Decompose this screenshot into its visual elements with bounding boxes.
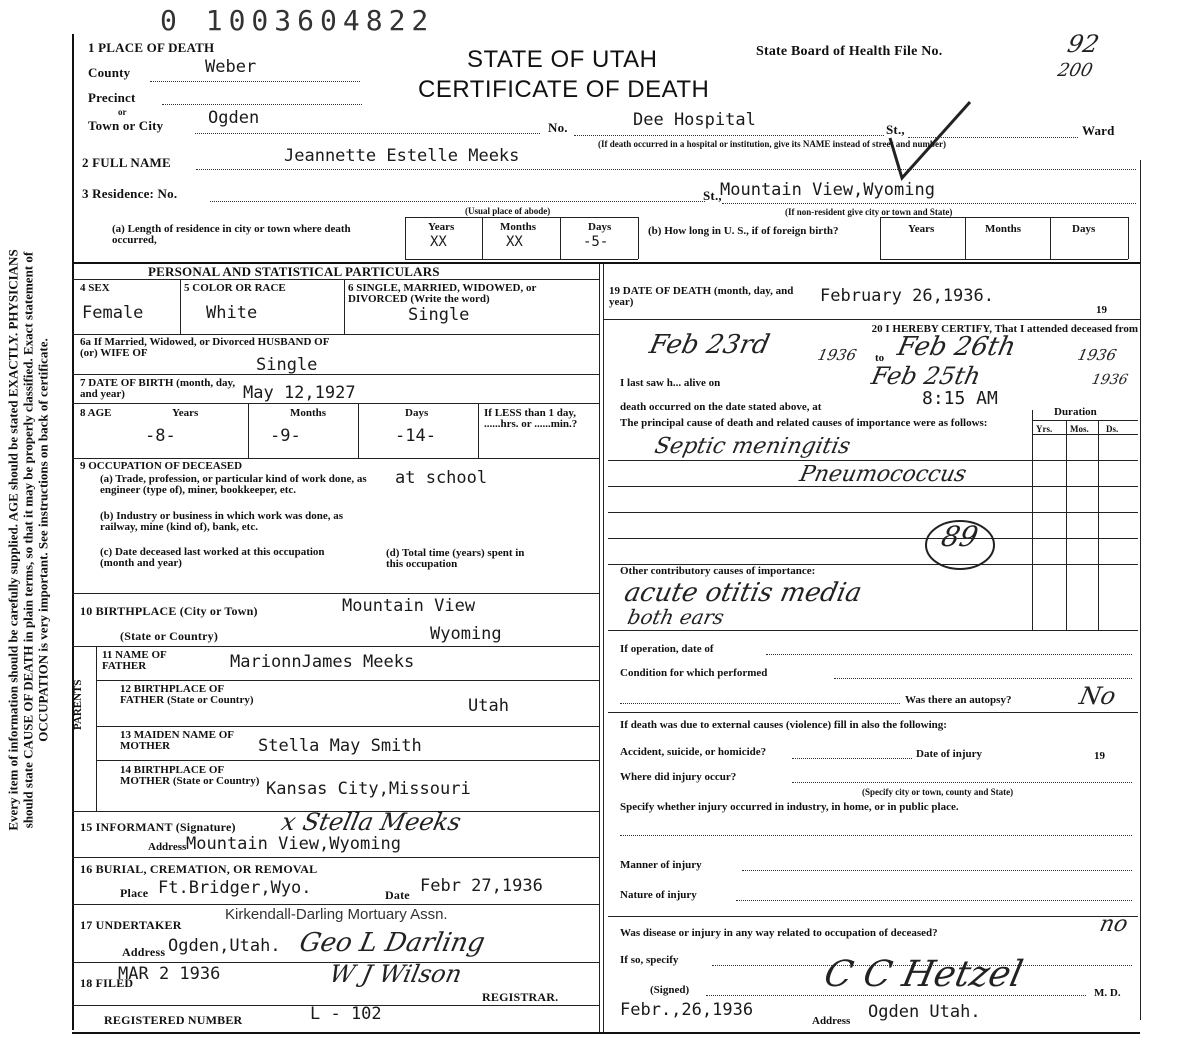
duration-yrs: Yrs.	[1036, 424, 1053, 434]
occupation-b-label: (b) Industry or business in which work was done, as railway, mine (kind of), bank, etc.	[100, 510, 344, 533]
personal-section-title: PERSONAL AND STATISTICAL PARTICULARS	[148, 264, 440, 279]
occupation-related-value: no	[1097, 912, 1131, 937]
other-causes-label: Other contributory causes of importance:	[620, 565, 816, 577]
age-years-header: Years	[172, 407, 199, 419]
instructions-sidebar	[0, 40, 56, 1040]
attended-to: Feb 26th	[894, 332, 1019, 362]
last-saw-year: 1936	[1090, 372, 1130, 388]
foreign-birth-label: (b) How long in U. S., if of foreign birth?	[648, 225, 839, 237]
dob-label: 7 DATE OF BIRTH (month, day, and year)	[80, 377, 236, 400]
date-of-death-value: February 26,1936.	[820, 286, 994, 306]
file-no-value: 92	[1065, 30, 1102, 58]
mother-birthplace-value: Kansas City,Missouri	[266, 779, 471, 799]
mother-value: Stella May Smith	[258, 736, 422, 756]
undertaker-label: 17 UNDERTAKER	[80, 918, 182, 932]
age-days-value: -14-	[395, 426, 436, 446]
father-value: MarionnJames Meeks	[230, 652, 415, 672]
duration-label: Duration	[1054, 406, 1097, 418]
marital-value: Single	[408, 305, 470, 325]
signed-address-label: Address	[812, 1015, 851, 1027]
undertaker-address-label: Address	[122, 945, 166, 959]
occupation-label: 9 OCCUPATION OF DECEASED	[80, 460, 243, 472]
autopsy-label: Was there an autopsy?	[905, 694, 1012, 706]
manner-label: Manner of injury	[620, 859, 702, 871]
column-divider	[599, 262, 600, 1032]
hospital-note: (If death occurred in a hospital or institution, give its NAME instead of street and number)	[598, 139, 947, 149]
death-time-label: death occurred on the date stated above, at	[620, 401, 822, 413]
precinct-label: Precinct	[88, 90, 136, 105]
file-no-extra: 200	[1055, 60, 1095, 81]
birthplace-state-label: (State or Country)	[120, 629, 219, 643]
spouse-label: 6a If Married, Widowed, or Divorced HUSBAND OF (or) WIFE OF	[80, 336, 330, 359]
residence-months: XX	[506, 234, 523, 250]
ward-label: Ward	[1082, 123, 1115, 138]
cause-code: 89	[938, 520, 982, 553]
color-label: 5 COLOR OR RACE	[184, 282, 286, 294]
burial-date-label: Date	[385, 888, 410, 902]
or-label: or	[118, 107, 127, 117]
column-divider-2	[603, 262, 604, 1032]
document-title: STATE OF UTAH	[467, 46, 658, 73]
foreign-days-header: Days	[1072, 223, 1096, 235]
instructions-line-3: OCCUPATION is very important. See instructions on back of certificate.	[35, 338, 51, 742]
residence-st-label: St.,	[703, 188, 722, 203]
undertaker-address: Ogden,Utah.	[168, 936, 281, 956]
undertaker-stamp: Kirkendall-Darling Mortuary Assn.	[225, 906, 448, 923]
months-header: Months	[500, 221, 537, 233]
years-header: Years	[428, 221, 455, 233]
date-of-death-label: 19 DATE OF DEATH (month, day, and year)	[609, 285, 794, 308]
place-of-death-label: 1 PLACE OF DEATH	[88, 40, 215, 55]
cause-label: The principal cause of death and related causes of importance were as follows:	[620, 417, 988, 429]
if-so-label: If so, specify	[620, 954, 679, 966]
residence-value: Mountain View,Wyoming	[720, 180, 935, 200]
town-value: Ogden	[208, 108, 260, 128]
attended-from-year: 1936	[816, 346, 859, 364]
informant-label: 15 INFORMANT (Signature)	[80, 820, 236, 834]
physician-signature: C C Hetzel	[820, 954, 1027, 995]
occupation-c-label: (c) Date deceased last worked at this occupation (month and year)	[100, 546, 325, 569]
injury-date-label: Date of injury	[916, 748, 982, 760]
marital-label: 6 SINGLE, MARRIED, WIDOWED, or DIVORCED (Write the word)	[348, 282, 537, 305]
sex-label: 4 SEX	[80, 282, 110, 294]
filed-date: MAR 2 1936	[118, 964, 221, 984]
hospital-value: Dee Hospital	[633, 110, 756, 130]
informant-address-label: Address	[148, 841, 187, 853]
age-label: 8 AGE	[80, 407, 112, 419]
parents-label: PARENTS	[72, 679, 84, 730]
signed-date: Febr.,26,1936	[620, 1000, 754, 1020]
other-cause-1: acute otitis media	[621, 578, 865, 608]
occupation-a-label: (a) Trade, profession, or particular kind of work done, as engineer (type of), miner, bookkeeper, etc.	[100, 473, 367, 496]
mother-birthplace-label: 14 BIRTHPLACE OF MOTHER (State or Country)	[120, 764, 260, 787]
full-name-label: 2 FULL NAME	[82, 155, 171, 170]
certificate-number: 0 1003604822	[160, 4, 435, 37]
age-months-header: Months	[290, 407, 327, 419]
informant-signature: x Stella Meeks	[279, 808, 464, 836]
operation-label: If operation, date of	[620, 643, 714, 655]
registrar-signature: W J Wilson	[327, 960, 465, 988]
duration-ds: Ds.	[1106, 424, 1119, 434]
burial-place-label: Place	[120, 886, 149, 900]
occupation-a-value: at school	[395, 468, 488, 488]
last-saw-value: Feb 25th	[869, 362, 984, 390]
burial-label: 16 BURIAL, CREMATION, OR REMOVAL	[80, 862, 318, 876]
external-causes-label: If death was due to external causes (violence) fill in also the following:	[620, 719, 947, 731]
signed-address: Ogden Utah.	[868, 1002, 981, 1022]
nature-label: Nature of injury	[620, 889, 697, 901]
autopsy-value: No	[1077, 682, 1119, 710]
accident-label: Accident, suicide, or homicide?	[620, 746, 767, 758]
length-residence-label: (a) Length of residence in city or town where death occurred,	[112, 223, 351, 246]
usual-abode-note: (Usual place of abode)	[465, 206, 551, 216]
attended-to-year: 1936	[1076, 346, 1119, 364]
death-time-value: 8:15 AM	[922, 388, 998, 409]
less-than-day-label: If LESS than 1 day, ......hrs. or ......min.?	[484, 407, 578, 430]
where-injury-label: Where did injury occur?	[620, 771, 737, 783]
sex-value: Female	[82, 303, 144, 323]
certify-label: 20 I HEREBY CERTIFY, That I attended deceased from	[871, 323, 1138, 335]
other-cause-2: both ears	[625, 605, 727, 629]
cause-1: Septic meningitis	[652, 434, 853, 459]
burial-place-value: Ft.Bridger,Wyo.	[158, 878, 312, 898]
age-years-value: -8-	[145, 426, 176, 446]
duration-mos: Mos.	[1070, 424, 1089, 434]
cause-2: Pneumococcus	[797, 462, 969, 487]
reg-number-label: REGISTERED NUMBER	[104, 1013, 243, 1027]
st-label: St.,	[886, 122, 905, 137]
dob-value: May 12,1927	[243, 383, 356, 403]
signed-label: (Signed)	[650, 984, 690, 996]
document-subtitle: CERTIFICATE OF DEATH	[418, 76, 710, 103]
county-label: County	[88, 65, 131, 80]
md-label: M. D.	[1094, 987, 1121, 999]
residence-label: 3 Residence: No.	[82, 186, 178, 201]
reg-number-value: L - 102	[310, 1004, 382, 1024]
where-injury-note: (Specify city or town, county and State)	[862, 787, 1014, 797]
age-days-header: Days	[405, 407, 429, 419]
frame-left	[72, 34, 74, 1030]
registrar-label: REGISTRAR.	[482, 990, 559, 1004]
instructions-line-2: should state CAUSE OF DEATH in plain terms, so that it may be properly classified. Exact statement of	[20, 251, 36, 829]
attended-from: Feb 23rd	[646, 330, 773, 360]
specify-injury-label: Specify whether injury occurred in industry, in home, or in public place.	[620, 801, 959, 813]
residence-days: -5-	[583, 234, 609, 250]
no-label: No.	[548, 120, 568, 135]
filed-label: 18 FILED	[80, 976, 134, 990]
birthplace-city: Mountain View	[342, 596, 476, 616]
father-birthplace-label: 12 BIRTHPLACE OF FATHER (State or Country)	[120, 683, 254, 706]
days-header: Days	[588, 221, 612, 233]
condition-label: Condition for which performed	[620, 667, 768, 679]
color-value: White	[206, 303, 258, 323]
birthplace-state: Wyoming	[430, 624, 502, 644]
town-label: Town or City	[88, 118, 164, 133]
county-value: Weber	[205, 57, 257, 77]
frame-right	[1140, 160, 1141, 1020]
last-saw-label: I last saw h... alive on	[620, 377, 721, 389]
birthplace-label: 10 BIRTHPLACE (City or Town)	[80, 604, 258, 618]
file-no-label: State Board of Health File No.	[756, 44, 943, 59]
foreign-months-header: Months	[985, 223, 1022, 235]
informant-address: Mountain View,Wyoming	[186, 834, 401, 854]
full-name-value: Jeannette Estelle Meeks	[284, 146, 520, 166]
age-months-value: -9-	[270, 426, 301, 446]
father-label: 11 NAME OF FATHER	[102, 649, 167, 672]
nonresident-note: (If non-resident give city or town and State)	[785, 207, 953, 217]
mother-label: 13 MAIDEN NAME OF MOTHER	[120, 729, 234, 752]
burial-date-value: Febr 27,1936	[420, 876, 543, 896]
spouse-value: Single	[256, 355, 318, 375]
instructions-line-1: Every item of information should be carefully supplied. AGE should be stated EXACTLY. PHYSICIANS	[5, 249, 21, 831]
foreign-years-header: Years	[908, 223, 935, 235]
undertaker-signature: Geo L Darling	[296, 928, 488, 958]
occupation-related-label: Was disease or injury in any way related to occupation of deceased?	[620, 927, 938, 939]
occupation-d-label: (d) Total time (years) spent in this occupation	[386, 547, 525, 570]
residence-years: XX	[430, 234, 447, 250]
father-birthplace-value: Utah	[468, 696, 509, 716]
